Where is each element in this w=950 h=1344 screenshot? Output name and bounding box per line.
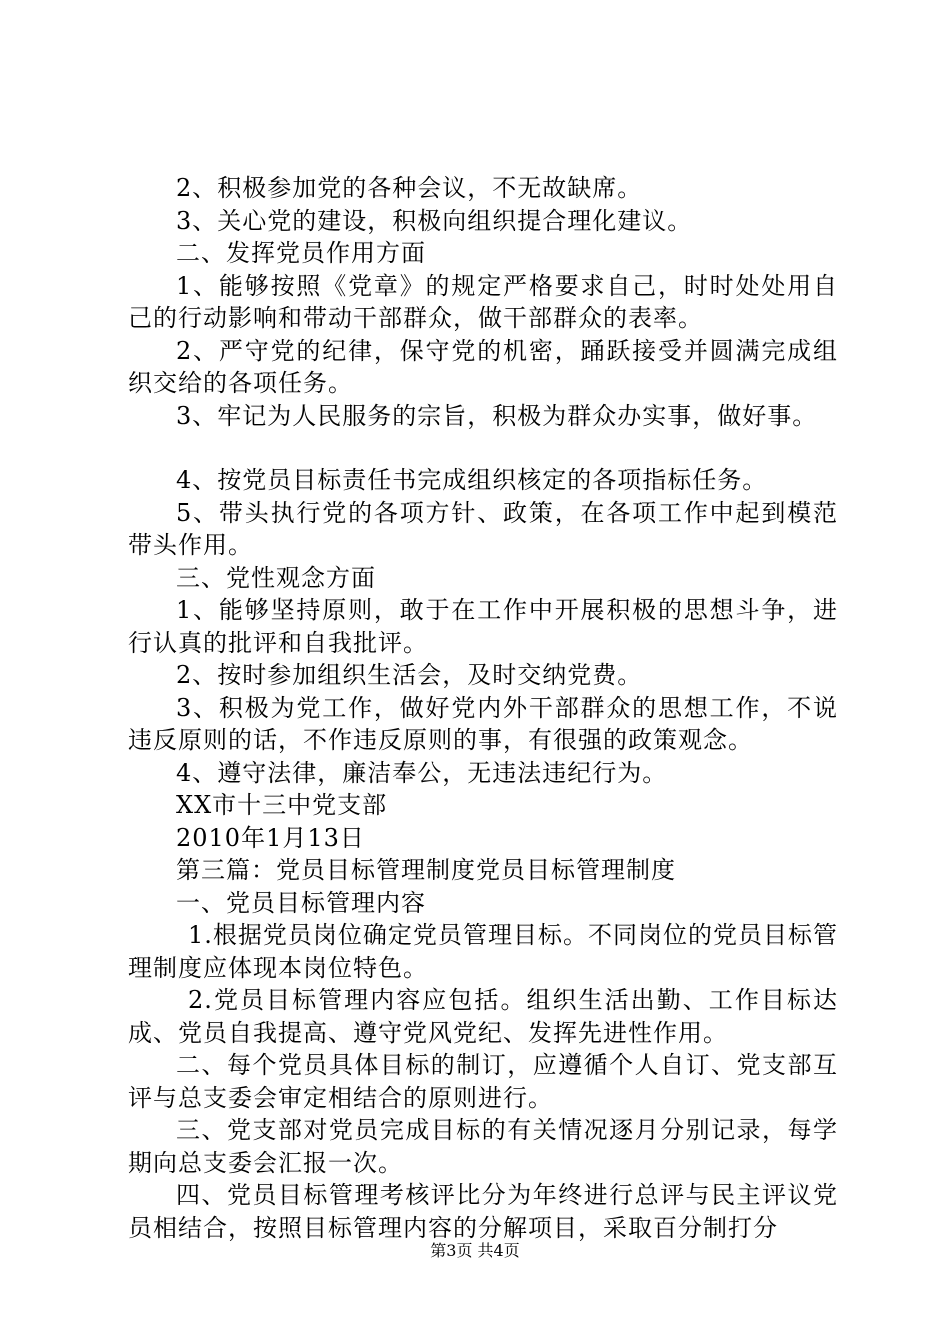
paragraph: 四、党员目标管理考核评比分为年终进行总评与民主评议党员相结合，按照目标管理内容的分解项目，采取百分制打分 (128, 1181, 838, 1242)
paragraph: 1、能够按照《党章》的规定严格要求自己，时时处处用自己的行动影响和带动干部群众，做干部群众的表率。 (128, 271, 838, 332)
signature-date: 2010年1月13日 (176, 823, 365, 852)
paragraph: 3、牢记为人民服务的宗旨，积极为群众办实事，做好事。 (176, 401, 818, 430)
paragraph: 2、积极参加党的各种会议，不无故缺席。 (176, 174, 643, 202)
paragraph: 三、党支部对党员完成目标的有关情况逐月分别记录，每学期向总支委会汇报一次。 (128, 1116, 838, 1177)
paragraph: 3、关心党的建设，积极向组织提合理化建议。 (176, 206, 693, 235)
paragraph: 4、遵守法律，廉洁奉公，无违法违纪行为。 (176, 758, 668, 787)
section-heading: 三、党性观念方面 (176, 563, 376, 592)
document-body (128, 172, 838, 1244)
paragraph: 2.党员目标管理内容应包括。组织生活出勤、工作目标达成、党员自我提高、遵守党风党纪、发挥先进性作用。 (128, 986, 838, 1047)
page-number: 第3页 共4页 (430, 1241, 520, 1260)
paragraph: 3、积极为党工作，做好党内外干部群众的思想工作，不说违反原则的话，不作违反原则的事，有很强的政策观念。 (128, 693, 838, 754)
paragraph: 1、能够坚持原则，敢于在工作中开展积极的思想斗争，进行认真的批评和自我批评。 (128, 596, 838, 657)
section-heading: 二、发挥党员作用方面 (176, 239, 426, 267)
paragraph: 2、按时参加组织生活会，及时交纳党费。 (176, 661, 643, 689)
chapter-title: 第三篇：党员目标管理制度党员目标管理制度 (176, 856, 676, 884)
section-heading: 一、党员目标管理内容 (176, 888, 426, 917)
paragraph: 1.根据党员岗位确定党员管理目标。不同岗位的党员目标管理制度应体现本岗位特色。 (128, 921, 838, 982)
paragraph: 4、按党员目标责任书完成组织核定的各项指标任务。 (176, 466, 768, 494)
signature-organization: XX市十三中党支部 (176, 791, 388, 819)
paragraph: 5、带头执行党的各项方针、政策，在各项工作中起到模范带头作用。 (128, 498, 838, 559)
paragraph: 2、严守党的纪律，保守党的机密，踊跃接受并圆满完成组织交给的各项任务。 (128, 336, 838, 397)
paragraph: 二、每个党员具体目标的制订，应遵循个人自订、党支部互评与总支委会审定相结合的原则进行。 (128, 1051, 838, 1112)
